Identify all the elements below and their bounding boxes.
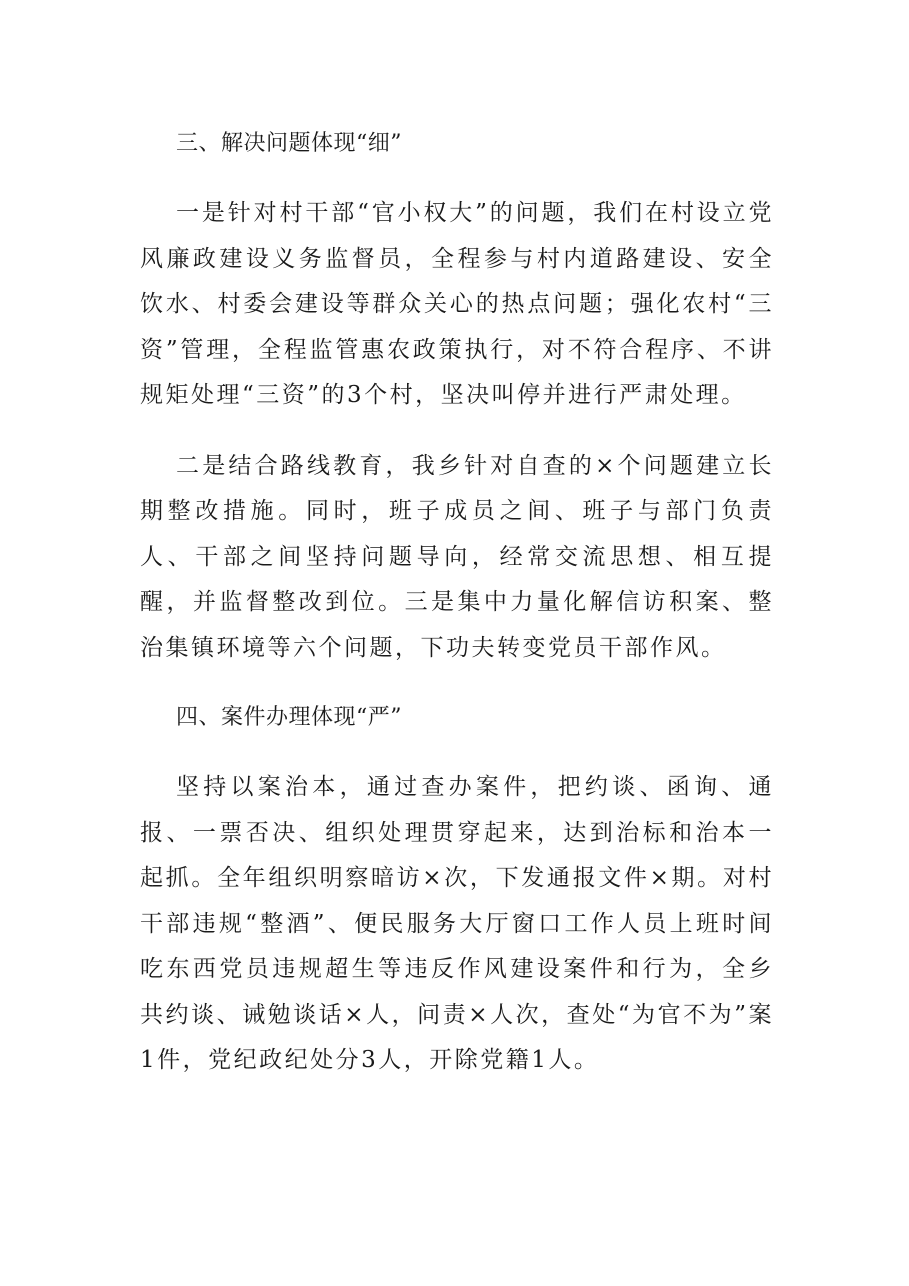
section-heading-3: 三、解决问题体现“细” bbox=[176, 131, 402, 156]
section-3-paragraph-2: 二是结合路线教育，我乡针对自查的×个问题建立长期整改措施。同时，班子成员之间、班子与部门负责人、干部之间坚持问题导向，经常交流思想、相互提醒，并监督整改到位。三是集中力量化解信访积案、整治集镇环境等六个问题，下功夫转变党员干部作风。 bbox=[140, 452, 774, 661]
section-heading-4: 四、案件办理体现“严” bbox=[176, 705, 402, 730]
section-3-paragraph-1: 一是针对村干部“官小权大”的问题，我们在村设立党风廉政建设义务监督员，全程参与村内道路建设、安全饮水、村委会建设等群众关心的热点问题；强化农村“三资”管理，全程监管惠农政策执行，对不符合程序、不讲规矩处理“三资”的3个村，坚决叫停并进行严肃处理。 bbox=[140, 200, 774, 408]
document-body bbox=[140, 122, 774, 1109]
section-4-paragraph-1: 坚持以案治本，通过查办案件，把约谈、函询、通报、一票否决、组织处理贯穿起来，达到治标和治本一起抓。全年组织明察暗访×次，下发通报文件×期。对村干部违规“整酒”、便民服务大厅窗口工作人员上班时间吃东西党员违规超生等违反作风建设案件和行为，全乡共约谈、诫勉谈话×人，问责×人次，查处“为官不为”案1件，党纪政纪处分3人，开除党籍1人。 bbox=[140, 774, 774, 1073]
